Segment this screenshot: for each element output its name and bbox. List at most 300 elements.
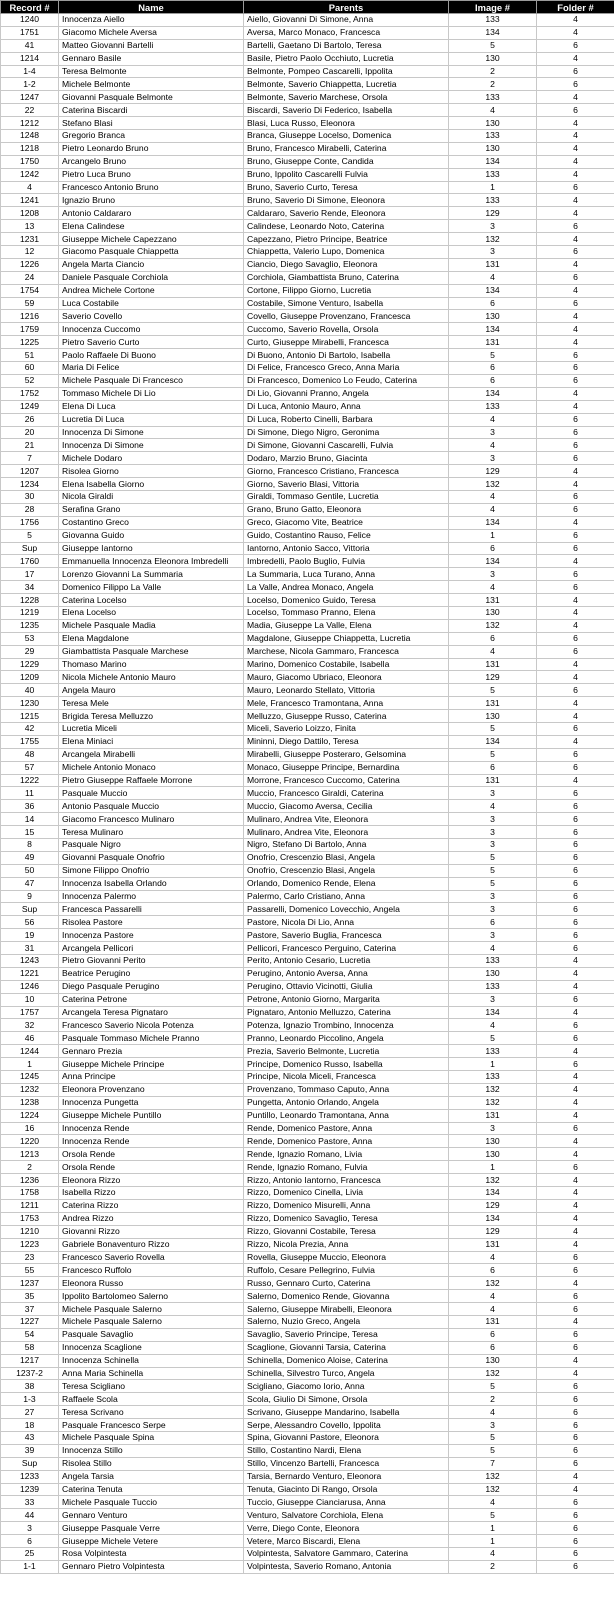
parents-cell: Scrivano, Giuseppe Mandarino, Isabella bbox=[244, 1406, 449, 1419]
name-cell: Saverio Covello bbox=[59, 310, 244, 323]
image-number-cell: 131 bbox=[449, 658, 537, 671]
table-row bbox=[1, 297, 614, 310]
image-number-cell: 129 bbox=[449, 465, 537, 478]
image-number-cell: 1 bbox=[449, 1522, 537, 1535]
image-number-cell: 130 bbox=[449, 967, 537, 980]
table-row bbox=[1, 1483, 614, 1496]
folder-number-cell: 6 bbox=[537, 1393, 614, 1406]
table-row bbox=[1, 1019, 614, 1032]
image-number-cell: 4 bbox=[449, 800, 537, 813]
name-cell: Domenico Filippo La Valle bbox=[59, 581, 244, 594]
name-cell: Orsola Rende bbox=[59, 1148, 244, 1161]
table-row bbox=[1, 761, 614, 774]
record-number-cell: 1220 bbox=[1, 1135, 59, 1148]
image-number-cell: 4 bbox=[449, 1303, 537, 1316]
image-number-cell: 134 bbox=[449, 555, 537, 568]
record-number-cell: 1247 bbox=[1, 91, 59, 104]
folder-number-cell: 4 bbox=[537, 1470, 614, 1483]
image-number-cell: 4 bbox=[449, 645, 537, 658]
table-row bbox=[1, 1135, 614, 1148]
parents-cell: Onofrio, Crescenzio Blasi, Angela bbox=[244, 864, 449, 877]
image-number-cell: 3 bbox=[449, 993, 537, 1006]
record-number-cell: 1221 bbox=[1, 967, 59, 980]
name-cell: Emmanuella Innocenza Eleonora Imbredelli bbox=[59, 555, 244, 568]
image-number-cell: 6 bbox=[449, 297, 537, 310]
parents-cell: Belmonte, Saverio Marchese, Orsola bbox=[244, 91, 449, 104]
image-number-cell: 134 bbox=[449, 387, 537, 400]
record-number-cell: 48 bbox=[1, 748, 59, 761]
record-number-cell: 28 bbox=[1, 503, 59, 516]
folder-number-cell: 6 bbox=[537, 1457, 614, 1470]
name-cell: Michele Pasquale Salerno bbox=[59, 1303, 244, 1316]
image-number-cell: 3 bbox=[449, 890, 537, 903]
folder-number-cell: 6 bbox=[537, 426, 614, 439]
name-cell: Paolo Raffaele Di Buono bbox=[59, 349, 244, 362]
parents-cell: Rizzo, Domenico Cinella, Livia bbox=[244, 1187, 449, 1200]
image-number-cell: 3 bbox=[449, 787, 537, 800]
name-cell: Simone Filippo Onofrio bbox=[59, 864, 244, 877]
table-row bbox=[1, 955, 614, 968]
record-number-cell: 43 bbox=[1, 1431, 59, 1444]
parents-cell: Scaglione, Giovanni Tarsia, Caterina bbox=[244, 1341, 449, 1354]
folder-number-cell: 4 bbox=[537, 671, 614, 684]
image-number-cell: 6 bbox=[449, 542, 537, 555]
table-row bbox=[1, 26, 614, 39]
header-image-number: Image # bbox=[449, 1, 537, 14]
table-row bbox=[1, 890, 614, 903]
folder-number-cell: 6 bbox=[537, 1019, 614, 1032]
record-number-cell: 15 bbox=[1, 826, 59, 839]
parents-cell: Di Buono, Antonio Di Bartolo, Isabella bbox=[244, 349, 449, 362]
name-cell: Eleonora Russo bbox=[59, 1277, 244, 1290]
record-number-cell: 5 bbox=[1, 529, 59, 542]
image-number-cell: 4 bbox=[449, 1547, 537, 1560]
name-cell: Lucretia Di Luca bbox=[59, 413, 244, 426]
table-row bbox=[1, 800, 614, 813]
parents-cell: Venturo, Salvatore Corchiola, Elena bbox=[244, 1509, 449, 1522]
folder-number-cell: 6 bbox=[537, 65, 614, 78]
record-number-cell: 47 bbox=[1, 877, 59, 890]
name-cell: Innocenza Cuccomo bbox=[59, 323, 244, 336]
table-row bbox=[1, 503, 614, 516]
name-cell: Francesca Passarelli bbox=[59, 903, 244, 916]
folder-number-cell: 4 bbox=[537, 980, 614, 993]
record-number-cell: 1211 bbox=[1, 1199, 59, 1212]
parents-cell: Perugino, Ottavio Vicinotti, Giulia bbox=[244, 980, 449, 993]
table-row bbox=[1, 748, 614, 761]
image-number-cell: 133 bbox=[449, 400, 537, 413]
name-cell: Pietro Luca Bruno bbox=[59, 168, 244, 181]
parents-cell: Di Luca, Roberto Cinelli, Barbara bbox=[244, 413, 449, 426]
table-row bbox=[1, 104, 614, 117]
folder-number-cell: 4 bbox=[537, 465, 614, 478]
parents-cell: Potenza, Ignazio Trombino, Innocenza bbox=[244, 1019, 449, 1032]
name-cell: Caterina Rizzo bbox=[59, 1199, 244, 1212]
parents-cell: Nigro, Stefano Di Bartolo, Anna bbox=[244, 839, 449, 852]
name-cell: Innocenza Scaglione bbox=[59, 1341, 244, 1354]
folder-number-cell: 6 bbox=[537, 916, 614, 929]
parents-cell: Locelso, Domenico Guido, Teresa bbox=[244, 594, 449, 607]
image-number-cell: 1 bbox=[449, 1535, 537, 1548]
folder-number-cell: 4 bbox=[537, 1277, 614, 1290]
folder-number-cell: 4 bbox=[537, 26, 614, 39]
image-number-cell: 4 bbox=[449, 1019, 537, 1032]
image-number-cell: 129 bbox=[449, 1225, 537, 1238]
parents-cell: Pungetta, Antonio Orlando, Angela bbox=[244, 1096, 449, 1109]
image-number-cell: 2 bbox=[449, 78, 537, 91]
name-cell: Innocenza Rende bbox=[59, 1135, 244, 1148]
table-row bbox=[1, 1225, 614, 1238]
table-row bbox=[1, 1457, 614, 1470]
table-row bbox=[1, 555, 614, 568]
parents-cell: Covello, Giuseppe Provenzano, Francesca bbox=[244, 310, 449, 323]
image-number-cell: 134 bbox=[449, 1187, 537, 1200]
parents-cell: Locelso, Tommaso Pranno, Elena bbox=[244, 606, 449, 619]
table-row bbox=[1, 65, 614, 78]
name-cell: Isabella Rizzo bbox=[59, 1187, 244, 1200]
table-row bbox=[1, 155, 614, 168]
folder-number-cell: 6 bbox=[537, 826, 614, 839]
folder-number-cell: 4 bbox=[537, 1315, 614, 1328]
table-row bbox=[1, 619, 614, 632]
record-number-cell: 1242 bbox=[1, 168, 59, 181]
record-number-cell: 54 bbox=[1, 1328, 59, 1341]
record-number-cell: 1215 bbox=[1, 710, 59, 723]
folder-number-cell: 6 bbox=[537, 1161, 614, 1174]
table-row bbox=[1, 168, 614, 181]
image-number-cell: 4 bbox=[449, 1290, 537, 1303]
parents-cell: Verre, Diego Conte, Eleonora bbox=[244, 1522, 449, 1535]
name-cell: Teresa Scigliano bbox=[59, 1380, 244, 1393]
name-cell: Giambattista Pasquale Marchese bbox=[59, 645, 244, 658]
folder-number-cell: 6 bbox=[537, 929, 614, 942]
table-row bbox=[1, 1109, 614, 1122]
image-number-cell: 132 bbox=[449, 233, 537, 246]
table-row bbox=[1, 323, 614, 336]
image-number-cell: 134 bbox=[449, 1212, 537, 1225]
table-row bbox=[1, 1045, 614, 1058]
table-row bbox=[1, 258, 614, 271]
parents-cell: Biscardi, Saverio Di Federico, Isabella bbox=[244, 104, 449, 117]
folder-number-cell: 6 bbox=[537, 1522, 614, 1535]
table-body bbox=[1, 14, 614, 1574]
parents-cell: Serpe, Alessandro Covello, Ippolita bbox=[244, 1419, 449, 1432]
table-row bbox=[1, 722, 614, 735]
record-number-cell: 1246 bbox=[1, 980, 59, 993]
folder-number-cell: 6 bbox=[537, 1547, 614, 1560]
parents-cell: Petrone, Antonio Giorno, Margarita bbox=[244, 993, 449, 1006]
table-row bbox=[1, 929, 614, 942]
folder-number-cell: 4 bbox=[537, 387, 614, 400]
record-number-cell: 1757 bbox=[1, 1006, 59, 1019]
parents-cell: Pignataro, Antonio Melluzzo, Caterina bbox=[244, 1006, 449, 1019]
name-cell: Elena Locelso bbox=[59, 606, 244, 619]
name-cell: Michele Dodaro bbox=[59, 452, 244, 465]
parents-cell: Aversa, Marco Monaco, Francesca bbox=[244, 26, 449, 39]
parents-cell: Volpintesta, Salvatore Gammaro, Caterina bbox=[244, 1547, 449, 1560]
folder-number-cell: 6 bbox=[537, 1303, 614, 1316]
image-number-cell: 1 bbox=[449, 529, 537, 542]
folder-number-cell: 4 bbox=[537, 52, 614, 65]
table-row bbox=[1, 787, 614, 800]
folder-number-cell: 6 bbox=[537, 632, 614, 645]
image-number-cell: 131 bbox=[449, 774, 537, 787]
record-number-cell: 1209 bbox=[1, 671, 59, 684]
record-number-cell: 1216 bbox=[1, 310, 59, 323]
name-cell: Pasquale Nigro bbox=[59, 839, 244, 852]
image-number-cell: 131 bbox=[449, 336, 537, 349]
name-cell: Giovanna Guido bbox=[59, 529, 244, 542]
parents-cell: Blasi, Luca Russo, Eleonora bbox=[244, 117, 449, 130]
record-number-cell: 53 bbox=[1, 632, 59, 645]
record-number-cell: 7 bbox=[1, 452, 59, 465]
table-row bbox=[1, 426, 614, 439]
parents-cell: Capezzano, Pietro Principe, Beatrice bbox=[244, 233, 449, 246]
name-cell: Gregorio Branca bbox=[59, 130, 244, 143]
image-number-cell: 6 bbox=[449, 362, 537, 375]
record-number-cell: 1212 bbox=[1, 117, 59, 130]
folder-number-cell: 4 bbox=[537, 14, 614, 27]
name-cell: Angela Marta Ciancio bbox=[59, 258, 244, 271]
table-row bbox=[1, 1444, 614, 1457]
table-row bbox=[1, 349, 614, 362]
parents-cell: Mirabelli, Giuseppe Posteraro, Gelsomina bbox=[244, 748, 449, 761]
folder-number-cell: 6 bbox=[537, 877, 614, 890]
folder-number-cell: 4 bbox=[537, 606, 614, 619]
name-cell: Pasquale Muccio bbox=[59, 787, 244, 800]
record-number-cell: 46 bbox=[1, 1032, 59, 1045]
record-number-cell: 1754 bbox=[1, 284, 59, 297]
parents-cell: Bruno, Saverio Di Simone, Eleonora bbox=[244, 194, 449, 207]
name-cell: Teresa Scrivano bbox=[59, 1406, 244, 1419]
name-cell: Michele Pasquale Salerno bbox=[59, 1315, 244, 1328]
record-number-cell: 1239 bbox=[1, 1483, 59, 1496]
parents-cell: La Summaria, Luca Turano, Anna bbox=[244, 568, 449, 581]
image-number-cell: 1 bbox=[449, 1161, 537, 1174]
header-record-number: Record # bbox=[1, 1, 59, 14]
parents-cell: Grano, Bruno Gatto, Eleonora bbox=[244, 503, 449, 516]
table-row bbox=[1, 1431, 614, 1444]
folder-number-cell: 6 bbox=[537, 374, 614, 387]
name-cell: Arcangela Mirabelli bbox=[59, 748, 244, 761]
record-number-cell: 1208 bbox=[1, 207, 59, 220]
record-number-cell: 38 bbox=[1, 1380, 59, 1393]
image-number-cell: 132 bbox=[449, 619, 537, 632]
image-number-cell: 132 bbox=[449, 478, 537, 491]
image-number-cell: 4 bbox=[449, 581, 537, 594]
image-number-cell: 132 bbox=[449, 1470, 537, 1483]
parents-cell: Rende, Ignazio Romano, Fulvia bbox=[244, 1161, 449, 1174]
table-row bbox=[1, 271, 614, 284]
image-number-cell: 3 bbox=[449, 452, 537, 465]
record-number-cell: 58 bbox=[1, 1341, 59, 1354]
record-number-cell: 1758 bbox=[1, 1187, 59, 1200]
parents-cell: Puntillo, Leonardo Tramontana, Anna bbox=[244, 1109, 449, 1122]
name-cell: Gennaro Basile bbox=[59, 52, 244, 65]
table-row bbox=[1, 181, 614, 194]
table-row bbox=[1, 387, 614, 400]
record-number-cell: 1224 bbox=[1, 1109, 59, 1122]
folder-number-cell: 6 bbox=[537, 452, 614, 465]
folder-number-cell: 6 bbox=[537, 220, 614, 233]
folder-number-cell: 4 bbox=[537, 1367, 614, 1380]
table-row bbox=[1, 1199, 614, 1212]
record-number-cell: 1225 bbox=[1, 336, 59, 349]
record-number-cell: 1218 bbox=[1, 142, 59, 155]
folder-number-cell: 4 bbox=[537, 1045, 614, 1058]
table-row bbox=[1, 130, 614, 143]
header-folder-number: Folder # bbox=[537, 1, 614, 14]
parents-cell: Orlando, Domenico Rende, Elena bbox=[244, 877, 449, 890]
parents-cell: Rende, Ignazio Romano, Livia bbox=[244, 1148, 449, 1161]
parents-cell: Cortone, Filippo Giorno, Lucretia bbox=[244, 284, 449, 297]
folder-number-cell: 6 bbox=[537, 1419, 614, 1432]
folder-number-cell: 6 bbox=[537, 1535, 614, 1548]
name-cell: Rosa Volpintesta bbox=[59, 1547, 244, 1560]
record-number-cell: 18 bbox=[1, 1419, 59, 1432]
table-row bbox=[1, 1006, 614, 1019]
folder-number-cell: 6 bbox=[537, 645, 614, 658]
folder-number-cell: 4 bbox=[537, 155, 614, 168]
table-row bbox=[1, 632, 614, 645]
record-number-cell: 1217 bbox=[1, 1354, 59, 1367]
table-row bbox=[1, 942, 614, 955]
parents-cell: Curto, Giuseppe Mirabelli, Francesca bbox=[244, 336, 449, 349]
table-row bbox=[1, 671, 614, 684]
folder-number-cell: 4 bbox=[537, 735, 614, 748]
image-number-cell: 133 bbox=[449, 194, 537, 207]
name-cell: Serafina Grano bbox=[59, 503, 244, 516]
name-cell: Nicola Michele Antonio Mauro bbox=[59, 671, 244, 684]
table-row bbox=[1, 1393, 614, 1406]
image-number-cell: 130 bbox=[449, 310, 537, 323]
name-cell: Pietro Saverio Curto bbox=[59, 336, 244, 349]
record-number-cell: 42 bbox=[1, 722, 59, 735]
folder-number-cell: 6 bbox=[537, 684, 614, 697]
image-number-cell: 5 bbox=[449, 722, 537, 735]
folder-number-cell: 4 bbox=[537, 130, 614, 143]
parents-cell: Tarsia, Bernardo Venturo, Eleonora bbox=[244, 1470, 449, 1483]
folder-number-cell: 4 bbox=[537, 1199, 614, 1212]
image-number-cell: 3 bbox=[449, 220, 537, 233]
table-row bbox=[1, 1341, 614, 1354]
name-cell: Tommaso Michele Di Lio bbox=[59, 387, 244, 400]
table-row bbox=[1, 78, 614, 91]
record-number-cell: 55 bbox=[1, 1264, 59, 1277]
folder-number-cell: 4 bbox=[537, 168, 614, 181]
name-cell: Caterina Biscardi bbox=[59, 104, 244, 117]
folder-number-cell: 6 bbox=[537, 903, 614, 916]
parents-cell: Giorno, Saverio Blasi, Vittoria bbox=[244, 478, 449, 491]
image-number-cell: 133 bbox=[449, 955, 537, 968]
parents-cell: Scola, Giulio Di Simone, Orsola bbox=[244, 1393, 449, 1406]
name-cell: Anna Maria Schinella bbox=[59, 1367, 244, 1380]
folder-number-cell: 4 bbox=[537, 323, 614, 336]
record-number-cell: 52 bbox=[1, 374, 59, 387]
table-row bbox=[1, 1547, 614, 1560]
table-row bbox=[1, 851, 614, 864]
folder-number-cell: 6 bbox=[537, 246, 614, 259]
folder-number-cell: 4 bbox=[537, 284, 614, 297]
record-number-cell: 59 bbox=[1, 297, 59, 310]
table-row bbox=[1, 1535, 614, 1548]
table-row bbox=[1, 490, 614, 503]
parents-cell: Tenuta, Giacinto Di Rango, Orsola bbox=[244, 1483, 449, 1496]
name-cell: Arcangela Pellicori bbox=[59, 942, 244, 955]
record-number-cell: 1237 bbox=[1, 1277, 59, 1290]
record-number-cell: 1750 bbox=[1, 155, 59, 168]
parents-cell: Giorno, Francesco Cristiano, Francesca bbox=[244, 465, 449, 478]
name-cell: Ignazio Bruno bbox=[59, 194, 244, 207]
name-cell: Lorenzo Giovanni La Summaria bbox=[59, 568, 244, 581]
folder-number-cell: 6 bbox=[537, 349, 614, 362]
image-number-cell: 3 bbox=[449, 246, 537, 259]
folder-number-cell: 6 bbox=[537, 1509, 614, 1522]
name-cell: Antonio Pasquale Muccio bbox=[59, 800, 244, 813]
record-number-cell: 1231 bbox=[1, 233, 59, 246]
parents-cell: Russo, Gennaro Curto, Caterina bbox=[244, 1277, 449, 1290]
record-number-cell: 25 bbox=[1, 1547, 59, 1560]
folder-number-cell: 4 bbox=[537, 1238, 614, 1251]
table-row bbox=[1, 1032, 614, 1045]
folder-number-cell: 6 bbox=[537, 864, 614, 877]
folder-number-cell: 6 bbox=[537, 890, 614, 903]
record-number-cell: 1241 bbox=[1, 194, 59, 207]
parents-cell: Dodaro, Marzio Bruno, Giacinta bbox=[244, 452, 449, 465]
name-cell: Giacomo Pasquale Chiappetta bbox=[59, 246, 244, 259]
image-number-cell: 5 bbox=[449, 877, 537, 890]
table-row bbox=[1, 465, 614, 478]
image-number-cell: 132 bbox=[449, 1483, 537, 1496]
record-number-cell: 1759 bbox=[1, 323, 59, 336]
name-cell: Risolea Giorno bbox=[59, 465, 244, 478]
parents-cell: Imbredelli, Paolo Buglio, Fulvia bbox=[244, 555, 449, 568]
table-row bbox=[1, 1303, 614, 1316]
record-number-cell: 1233 bbox=[1, 1470, 59, 1483]
image-number-cell: 4 bbox=[449, 104, 537, 117]
parents-cell: Cuccomo, Saverio Rovella, Orsola bbox=[244, 323, 449, 336]
name-cell: Innocenza Stillo bbox=[59, 1444, 244, 1457]
record-number-cell: 1756 bbox=[1, 516, 59, 529]
record-number-cell: 14 bbox=[1, 813, 59, 826]
image-number-cell: 4 bbox=[449, 1251, 537, 1264]
folder-number-cell: 6 bbox=[537, 1032, 614, 1045]
parents-cell: Principe, Nicola Miceli, Francesca bbox=[244, 1071, 449, 1084]
table-header bbox=[1, 1, 614, 14]
folder-number-cell: 6 bbox=[537, 362, 614, 375]
record-number-cell: 1219 bbox=[1, 606, 59, 619]
table-row bbox=[1, 568, 614, 581]
folder-number-cell: 6 bbox=[537, 1406, 614, 1419]
name-cell: Michele Pasquale Madia bbox=[59, 619, 244, 632]
table-row bbox=[1, 246, 614, 259]
image-number-cell: 130 bbox=[449, 1135, 537, 1148]
record-number-cell: 1755 bbox=[1, 735, 59, 748]
record-number-cell: 1-1 bbox=[1, 1560, 59, 1573]
name-cell: Costantino Greco bbox=[59, 516, 244, 529]
folder-number-cell: 6 bbox=[537, 503, 614, 516]
parents-cell: Mauro, Leonardo Stellato, Vittoria bbox=[244, 684, 449, 697]
image-number-cell: 133 bbox=[449, 91, 537, 104]
name-cell: Arcangela Teresa Pignataro bbox=[59, 1006, 244, 1019]
record-number-cell: 6 bbox=[1, 1535, 59, 1548]
image-number-cell: 3 bbox=[449, 839, 537, 852]
name-cell: Caterina Locelso bbox=[59, 594, 244, 607]
name-cell: Giuseppe Michele Vetere bbox=[59, 1535, 244, 1548]
table-row bbox=[1, 1264, 614, 1277]
folder-number-cell: 6 bbox=[537, 542, 614, 555]
table-row bbox=[1, 645, 614, 658]
